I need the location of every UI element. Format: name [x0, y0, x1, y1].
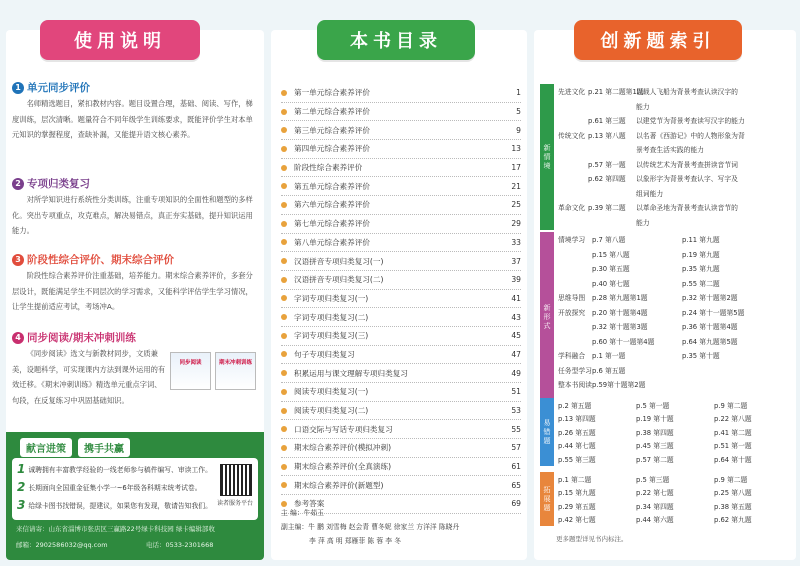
index-row [558, 247, 790, 262]
toc-row[interactable] [281, 271, 521, 290]
toc-page: 39 [511, 275, 521, 285]
toc-title: 期末综合素养评价(全真演练) [294, 462, 392, 472]
index-cell: p.59第十题第2题 [592, 381, 646, 389]
section-title: 单元同步评价 [27, 82, 90, 94]
toc-title: 第一单元综合素养评价 [294, 88, 370, 98]
index-cell: p.2 第五题 [558, 402, 592, 410]
index-row [558, 290, 790, 305]
index-row [558, 142, 790, 157]
toc-page: 49 [511, 368, 521, 378]
toc-row[interactable] [281, 234, 521, 253]
index-category: 革命文化 [558, 204, 586, 212]
index-cell: p.11 第九题 [682, 236, 720, 244]
index-cell: 思维导图 [558, 294, 586, 302]
promo-item: 1 诚聘拥有丰富教学经验的一线老师参与稿件编写、审读工作。 [17, 462, 212, 476]
toc-title: 第二单元综合素养评价 [294, 107, 370, 117]
bullet-icon [281, 351, 287, 357]
bullet-icon [281, 370, 287, 376]
promo-tag: 献言进策 [20, 438, 72, 457]
section-1 [12, 80, 258, 143]
toc-page: 43 [511, 312, 521, 322]
number-badge: 4 [12, 332, 24, 344]
category-error-prone: 易错题 [540, 398, 554, 466]
bullet-icon [281, 464, 287, 470]
index-row [558, 377, 790, 392]
category-new-context: 新情境 [540, 84, 554, 230]
toc-page: 65 [511, 480, 521, 490]
section-title: 专项归类复习 [27, 178, 90, 190]
index-row [558, 128, 790, 143]
index-cell: p.45 第三题 [636, 442, 674, 451]
section-text: 阶段性综合素养评价注重基础，培养能力。期末综合素养评价，多套分层设计，既能满足学生不同层次的学习需求，又能科学评估学生学习情况，让学生提前适应考试，考场冲A。 [12, 271, 253, 311]
toc-row[interactable] [281, 476, 521, 495]
bullet-icon [281, 258, 287, 264]
bullet-icon [281, 202, 287, 208]
index-cell: p.57 第二题 [636, 455, 674, 464]
toc-title: 参考答案 [294, 499, 325, 509]
toc-row[interactable] [281, 420, 521, 439]
bullet-icon [281, 90, 287, 96]
section-2 [12, 176, 258, 239]
toc-page: 13 [511, 144, 521, 154]
index-ref: p.62 第四题 [588, 175, 626, 183]
toc-page: 47 [511, 349, 521, 359]
index-cell: p.24 第十一题第5题 [682, 308, 745, 317]
number-badge: 2 [12, 178, 24, 190]
index-cell: p.64 第十题 [714, 455, 752, 464]
toc-row[interactable] [281, 383, 521, 402]
email: 邮箱：2902586032@qq.com [16, 541, 108, 549]
toc-title: 第七单元综合素养评价 [294, 219, 370, 229]
index-row [558, 84, 790, 99]
index-cell: p.25 第八题 [714, 489, 752, 498]
toc-row[interactable] [281, 196, 521, 215]
index-category: 传统文化 [558, 131, 586, 140]
footnote: 更多题型详见书内标注。 [556, 535, 628, 543]
index-cell: p.55 第三题 [558, 455, 596, 464]
toc-banner: 本书目录 [317, 20, 475, 60]
deputy-editors-cont: 李 萍 高 明 郑雁菲 陈 蓉 李 冬 [309, 537, 402, 545]
index-cell: p.1 第二题 [558, 476, 592, 484]
toc-title: 字词专项归类复习(一) [294, 293, 369, 303]
toc-row[interactable] [281, 439, 521, 458]
index-cell: p.36 第十题第4题 [682, 323, 738, 331]
index-row [558, 171, 790, 186]
toc-row[interactable] [281, 177, 521, 196]
index-cell: p.34 第四题 [636, 502, 674, 511]
index-cell: p.20 第十题第4题 [592, 308, 648, 317]
toc-title: 阅读专项归类复习(二) [294, 406, 369, 416]
index-desc: 以革命圣地为背景考查认读音节的 [636, 204, 738, 212]
index-row [558, 319, 790, 334]
index-cell: p.9 第二题 [714, 402, 748, 410]
index-row [558, 305, 790, 320]
promo-item: 2 长期面向全国重金征集小学一~6年级各科期末统考试卷。 [17, 480, 202, 494]
usage-banner: 使用说明 [40, 20, 200, 60]
usage-panel [6, 30, 264, 560]
index-cell: p.35 第十题 [682, 352, 720, 360]
chief-editor: 主 编：牛茹玉 [281, 509, 324, 517]
toc-page: 25 [511, 200, 521, 210]
toc-row[interactable] [281, 290, 521, 309]
index-cell: p.60 第十一题第4题 [592, 337, 655, 346]
bullet-icon [281, 277, 287, 283]
index-cell: p.44 第七题 [558, 442, 596, 451]
qr-code[interactable] [220, 464, 252, 496]
index-cell: p.38 第五题 [714, 502, 752, 511]
section-title: 阶段性综合评价、期末综合评价 [27, 254, 174, 266]
section-text: 名师精选题目，紧扣教材内容。题目设置合理，基础、阅读、写作，梯度训练，层次清晰。题量符合不同年级学生训练要求，既能评价学生对本单元知识的掌握程度，查缺补漏，又能提升语文核心素养。 [12, 99, 253, 139]
index-cell: p.22 第八题 [714, 415, 752, 424]
promo-tag: 携手共赢 [78, 438, 130, 457]
index-row [558, 452, 790, 465]
index-row [558, 512, 790, 525]
bullet-icon [281, 239, 287, 245]
toc-panel [271, 30, 527, 560]
category-extension: 拓展题 [540, 472, 554, 526]
section-4 [12, 330, 258, 408]
index-cell: p.9 第二题 [714, 476, 748, 484]
number-badge: 1 [12, 82, 24, 94]
toc-row[interactable] [281, 215, 521, 234]
toc-title: 汉语拼音专项归类复习(二) [294, 275, 384, 285]
index-row [558, 425, 790, 438]
toc-row[interactable] [281, 346, 521, 365]
section-title: 同步阅读/期末冲刺训练 [27, 332, 136, 344]
section-text: 《同步阅读》选文与新教材同步，文质兼美，设题科学，可实现课内方法到课外运用的有效迁移。《期末冲刺训练》精选单元重点字词、句段，在反复练习中巩固基础知识。 [12, 349, 166, 405]
toc-title: 第八单元综合素养评价 [294, 237, 370, 247]
staff-credits [281, 506, 521, 548]
index-ref: p.13 第八题 [588, 131, 626, 140]
index-cell: p.62 第九题 [714, 516, 752, 525]
index-cell: p.64 第九题第5题 [682, 337, 738, 346]
toc-row[interactable] [281, 308, 521, 327]
index-row [558, 113, 790, 128]
index-cell: p.44 第六题 [636, 516, 674, 525]
bullet-icon [281, 389, 287, 395]
index-ref: p.39 第二题 [588, 204, 626, 212]
toc-row[interactable] [281, 327, 521, 346]
index-row [558, 157, 790, 172]
toc-title: 期末综合素养评价(模拟冲刺) [294, 443, 392, 453]
index-desc: 景考查生活实践的能力 [636, 146, 704, 154]
toc-row[interactable] [281, 140, 521, 159]
toc-title: 第三单元综合素养评价 [294, 125, 370, 135]
section-text: 对所学知识进行系统性分类训练，注重专项知识的全面性和题型的多样化。突出专项重点，攻克难点，解决易错点，真正夯实基础，提升知识运用能力。 [12, 195, 253, 235]
index-cell: p.35 第九题 [682, 265, 720, 273]
index-cell: p.28 第九题第1题 [592, 294, 648, 302]
index-row [558, 276, 790, 291]
bullet-icon [281, 314, 287, 320]
index-desc: 能力 [636, 218, 650, 227]
bullet-icon [281, 408, 287, 414]
index-cell: p.7 第八题 [592, 236, 626, 244]
toc-page: 33 [511, 237, 521, 247]
index-desc: 以象形字为背景考查认字、写字及 [636, 175, 738, 183]
index-cell: p.55 第二题 [682, 279, 720, 288]
toc-title: 第六单元综合素养评价 [294, 200, 370, 210]
index-cell: 开放探究 [558, 308, 586, 317]
index-cell: p.5 第一题 [636, 402, 670, 410]
index-row [558, 334, 790, 349]
bullet-icon [281, 109, 287, 115]
section-3 [12, 252, 258, 315]
index-cell: p.5 第三题 [636, 476, 670, 484]
toc-title: 积累运用与课文理解专项归类复习 [294, 368, 408, 378]
index-cell: p.19 第十题 [636, 415, 674, 424]
toc-page: 37 [511, 256, 521, 266]
bullet-icon [281, 127, 287, 133]
extension-rows [558, 472, 790, 526]
index-cell: 情境学习 [558, 236, 586, 244]
toc-row[interactable] [281, 402, 521, 421]
index-desc: 以传统艺术为背景考查拼读音节词 [636, 160, 738, 169]
index-ref: p.61 第三题 [588, 117, 626, 125]
index-cell: 学科融合 [558, 352, 586, 360]
toc-row[interactable] [281, 458, 521, 477]
index-panel [534, 30, 796, 560]
index-row [558, 398, 790, 411]
toc-page: 5 [516, 107, 521, 117]
toc-title: 期末综合素养评价(新题型) [294, 480, 384, 490]
index-desc: 以建党节为背景考查读写汉字的能力 [636, 117, 745, 125]
index-cell: p.38 第四题 [636, 428, 674, 437]
index-row [558, 472, 790, 485]
toc-row[interactable] [281, 364, 521, 383]
toc-page: 55 [511, 424, 521, 434]
toc-page: 17 [511, 163, 521, 173]
index-row [558, 348, 790, 363]
number-badge: 3 [12, 254, 24, 266]
toc-row[interactable] [281, 84, 521, 103]
bullet-icon [281, 146, 287, 152]
toc-title: 汉语拼音专项归类复习(一) [294, 256, 384, 266]
index-category: 先进文化 [558, 88, 586, 96]
toc-page: 45 [511, 331, 521, 341]
toc-row[interactable] [281, 121, 521, 140]
index-row [558, 99, 790, 114]
index-row [558, 186, 790, 201]
index-row [558, 200, 790, 215]
bullet-icon [281, 426, 287, 432]
index-cell: p.15 第九题 [558, 489, 596, 498]
toc-title: 字词专项归类复习(二) [294, 312, 369, 322]
bullet-icon [281, 183, 287, 189]
error-rows [558, 398, 790, 465]
toc-title: 第四单元综合素养评价 [294, 144, 370, 154]
bullet-icon [281, 482, 287, 488]
toc-title: 阅读专项归类复习(一) [294, 387, 369, 397]
toc-title: 句子专项归类复习 [294, 349, 355, 359]
index-cell: p.40 第七题 [592, 279, 630, 288]
bullet-icon [281, 295, 287, 301]
form-rows [558, 232, 790, 392]
index-cell: p.13 第四题 [558, 415, 596, 424]
qr-label: 读者服务平台 [216, 500, 253, 507]
culture-rows [558, 84, 790, 229]
promo-content [12, 458, 258, 520]
toc-row[interactable] [281, 252, 521, 271]
index-cell: p.41 第二题 [714, 428, 752, 437]
category-new-form: 新形式 [540, 232, 554, 402]
toc-page: 9 [516, 125, 521, 135]
toc-page: 61 [511, 462, 521, 472]
index-cell: p.22 第七题 [636, 489, 674, 498]
index-row [558, 215, 790, 230]
address: 来信请寄：山东省淄博市张店区三赢路22号绿卡科技园 绿卡编辑部收 [16, 525, 215, 533]
index-cell: p.19 第九题 [682, 250, 720, 259]
toc-title: 阶段性综合素养评价 [294, 163, 363, 173]
toc-row[interactable] [281, 159, 521, 178]
index-desc: 以载人飞船为背景考查认读汉字的 [636, 88, 738, 96]
book-cover-sprint: 期末冲刺训练 [215, 352, 256, 390]
toc-page: 53 [511, 406, 521, 416]
index-desc: 以名著《西游记》中的人物形象为背 [636, 131, 745, 140]
toc-page: 69 [511, 499, 521, 509]
index-row [558, 363, 790, 378]
index-cell: p.30 第五题 [592, 265, 630, 273]
toc-row[interactable] [281, 103, 521, 122]
toc-page: 41 [511, 293, 521, 303]
index-cell: p.15 第八题 [592, 250, 630, 259]
toc-title: 第五单元综合素养评价 [294, 181, 370, 191]
toc-page: 51 [511, 387, 521, 397]
index-cell: p.51 第一题 [714, 442, 752, 451]
promo-item: 3 给绿卡图书找错误，提建议，如果您有发现，敬请告知我们。 [17, 498, 212, 512]
promo-box [6, 432, 264, 560]
index-row [558, 411, 790, 424]
index-cell: p.32 第十题第2题 [682, 294, 738, 302]
toc-title: 字词专项归类复习(三) [294, 331, 369, 341]
index-cell: p.6 第五题 [592, 366, 626, 375]
index-row [558, 232, 790, 247]
bullet-icon [281, 221, 287, 227]
index-desc: 组词能力 [636, 189, 664, 198]
index-banner: 创新题索引 [574, 20, 742, 60]
toc-page: 1 [516, 88, 521, 98]
index-cell: p.42 第七题 [558, 516, 596, 525]
bullet-icon [281, 445, 287, 451]
index-cell: p.26 第五题 [558, 428, 596, 437]
phone: 电话：0533-2301668 [146, 541, 214, 549]
index-cell: p.29 第五题 [558, 502, 596, 511]
index-desc: 能力 [636, 102, 650, 111]
book-covers [170, 352, 256, 390]
deputy-editors: 副主编：牛 鹏 刘雪梅 赵会青 曹冬妮 徐家兰 方洋洋 陈晓丹 [281, 523, 460, 531]
toc-page: 29 [511, 219, 521, 229]
index-cell: p.32 第十题第3题 [592, 323, 648, 331]
toc-list [281, 84, 521, 514]
bullet-icon [281, 333, 287, 339]
toc-page: 21 [511, 181, 521, 191]
toc-page: 57 [511, 443, 521, 453]
bullet-icon [281, 165, 287, 171]
index-row [558, 438, 790, 451]
toc-title: 口语交际与写话专项归类复习 [294, 424, 393, 434]
index-row [558, 261, 790, 276]
index-ref: p.21 第二题第1题 [588, 88, 644, 96]
book-cover-reading: 同步阅读 [170, 352, 211, 390]
index-cell: 整本书阅读 [558, 381, 592, 389]
index-ref: p.57 第一题 [588, 160, 626, 169]
index-row [558, 485, 790, 498]
index-cell: p.1 第一题 [592, 352, 626, 360]
index-cell: 任务型学习 [558, 366, 592, 375]
index-row [558, 499, 790, 512]
